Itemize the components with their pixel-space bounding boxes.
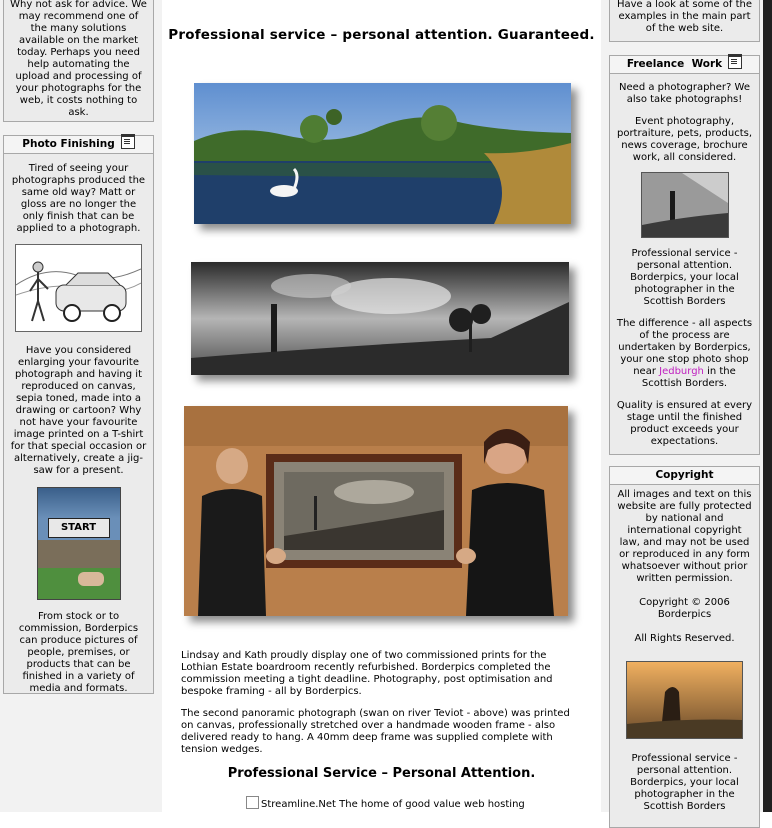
copyright-panel	[609, 466, 760, 828]
window-edge	[763, 0, 772, 812]
freelance-text-2: Event photography, portraiture, pets, products, news coverage, brochure work, all considered.	[616, 116, 752, 163]
jedburgh-link[interactable]: Jedburgh	[659, 366, 704, 377]
hosting-text: Streamline.Net The home of good value web hosting	[261, 799, 525, 810]
notepad-icon	[728, 56, 742, 69]
freelance-text-5: Quality is ensured at every stage until the finished product exceeds your expectations.	[616, 400, 753, 447]
monument-thumbnail	[641, 172, 729, 238]
copyright-text-1: All images and text on this website are fully protected by national and international copyright law, and may not be used or reproduced in any form whatsoever without prior written permission.	[617, 489, 752, 584]
copyright-header: Copyright	[610, 467, 759, 485]
caption-paragraph-2: The second panoramic photograph (swan on river Teviot - above) was printed on canvas, professionally stretched over a handmade wooden frame - also delivered ready to hang. A 40mm deep frame was supplied complete with tension wedges.	[181, 708, 570, 755]
swan-river-photo	[194, 83, 571, 224]
copyright-text-3: All Rights Reserved.	[634, 633, 735, 644]
photo-finishing-text-2: Have you considered enlarging your favourite photograph and having it reproduced on canvas, sepia toned, made into a drawing or cartoon? Why not have your favourite image printed on a T-shirt for that special occasion or alternatively, create a jig-saw for a present.	[10, 345, 147, 476]
broken-image-icon	[246, 796, 259, 809]
advice-panel	[3, 0, 154, 122]
freelance-text-3: Professional service - personal attention. Borderpics, your local photographer in the Scottish Borders	[630, 248, 739, 307]
right-sidebar	[601, 0, 772, 812]
photo-finishing-text-3: From stock or to commission, Borderpics can produce pictures of people, premises, or products that can be finished in a variety of media and formats.	[18, 611, 139, 694]
notepad-icon	[121, 136, 135, 149]
jigsaw-image	[37, 487, 121, 600]
car-sketch-image	[15, 244, 142, 332]
monument-sepia-photo	[191, 262, 569, 375]
advice-text: Why not ask for advice. We may recommend one of the many solutions available on the market today. Perhaps you need help automating the upload and processing of your photographs for the web, it costs nothing to ask.	[10, 0, 147, 118]
footer-slogan: Professional Service – Personal Attention.	[227, 766, 536, 781]
caption-paragraph-1: Lindsay and Kath proudly display one of two commissioned prints for the Lothian Estate boardroom recently refurbished. Borderpics completed the commission meeting a tight deadline. Photography, post optimisation and bespoke framing - all by Borderpics.	[181, 650, 553, 697]
freelance-title: Freelance Work	[626, 58, 723, 70]
framed-print-photo	[184, 406, 568, 616]
examples-panel	[609, 0, 760, 42]
freelance-text-1: Need a photographer? We also take photographs!	[619, 82, 750, 105]
hosting-banner-link[interactable]	[246, 796, 525, 810]
freelance-text-4: The difference - all aspects of the process are undertaken by Borderpics, your one stop photo shop near Jedburgh in the Scottish Borders.	[616, 318, 753, 389]
photo-finishing-text-1: Tired of seeing your photographs produced the same old way? Matt or gloss are no longer the only finish that can be applied to a photograph.	[11, 163, 146, 234]
examples-text: Have a look at some of the examples in the main part of the web site.	[616, 0, 753, 34]
freelance-panel	[609, 55, 760, 455]
standing-stone-thumbnail	[626, 661, 743, 739]
photo-finishing-title: Photo Finishing	[22, 138, 115, 150]
photo-finishing-header	[4, 136, 153, 154]
copyright-text-2: Copyright © 2006 Borderpics	[639, 597, 730, 620]
puzzle-start-label: START	[48, 518, 110, 538]
left-sidebar	[0, 0, 162, 812]
photo-finishing-panel	[3, 135, 154, 694]
copyright-text-4: Professional service - personal attention. Borderpics, your local photographer in the Scottish Borders	[630, 753, 739, 812]
freelance-header	[610, 56, 759, 74]
page-title: Professional service – personal attention. Guaranteed.	[168, 27, 595, 43]
main-content	[162, 0, 601, 812]
